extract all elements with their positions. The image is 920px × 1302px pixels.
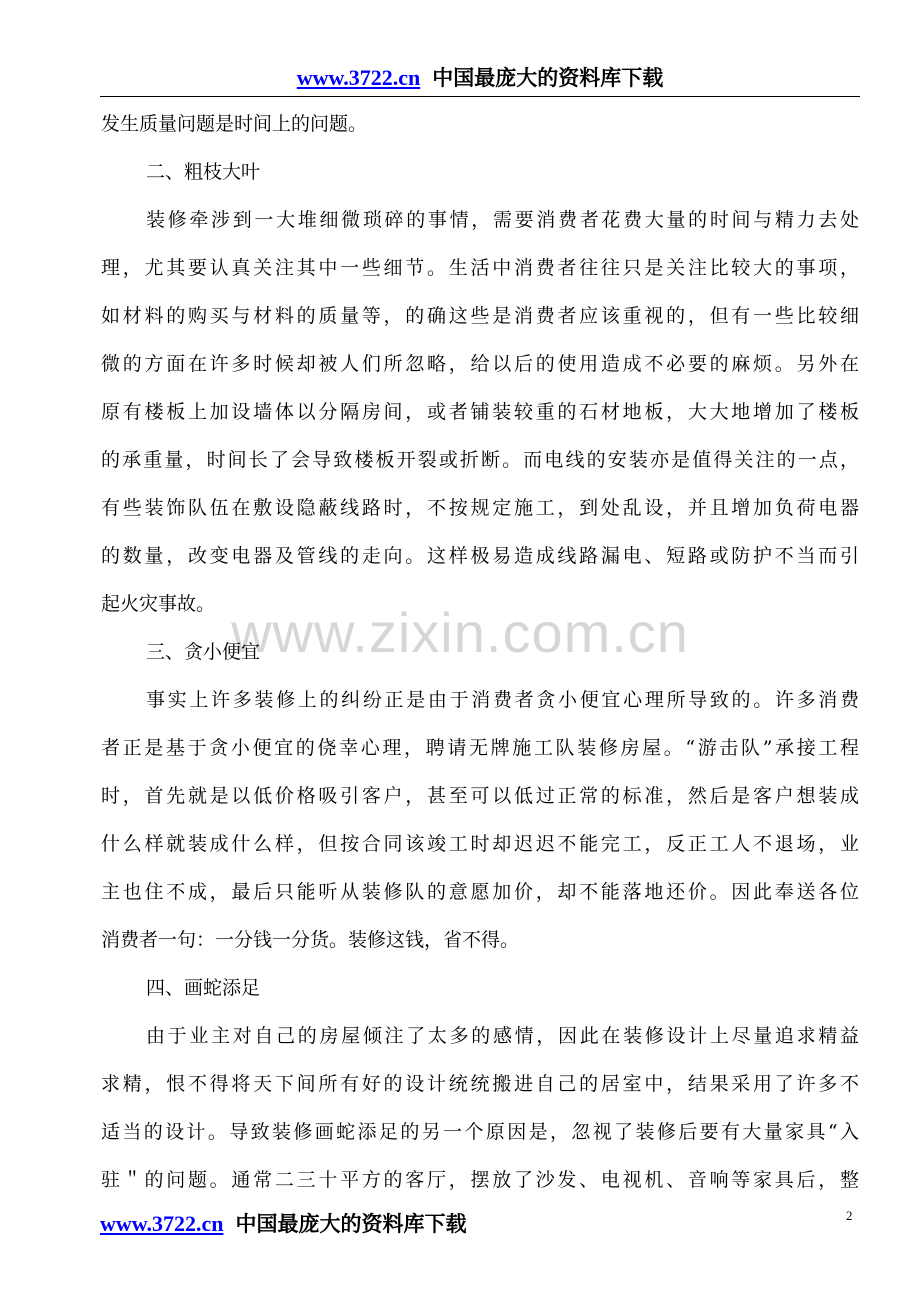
body-line: 主也住不成，最后只能听从装修队的意愿加价，却不能落地还价。因此奉送各位 bbox=[101, 881, 859, 903]
header-site-link[interactable]: www.3722.cn bbox=[296, 65, 421, 90]
page-number: 2 bbox=[846, 1208, 853, 1223]
body-line: 如材料的购买与材料的质量等，的确这些是消费者应该重视的，但有一些比较细 bbox=[101, 305, 859, 327]
watermark: www.zixin.com.cn bbox=[231, 601, 689, 664]
body-line: 时，首先就是以低价格吸引客户，甚至可以低过正常的标准，然后是客户想装成 bbox=[101, 785, 859, 807]
section-heading: 三、贪小便宜 bbox=[146, 641, 261, 663]
body-line: 适当的设计。导致装修画蛇添足的另一个原因是，忽视了装修后要有大量家具“入 bbox=[101, 1121, 859, 1143]
body-line: 理，尤其要认真关注其中一些细节。生活中消费者往往只是关注比较大的事项， bbox=[101, 257, 859, 279]
footer-slogan: 中国最庞大的资料库下载 bbox=[235, 1212, 467, 1236]
body-line: 的承重量，时间长了会导致楼板开裂或折断。而电线的安装亦是值得关注的一点， bbox=[101, 449, 859, 471]
body-line: 者正是基于贪小便宜的侥幸心理，聘请无牌施工队装修房屋。“游击队”承接工程 bbox=[101, 737, 859, 759]
document-body bbox=[101, 100, 859, 1204]
body-line: 的数量，改变电器及管线的走向。这样极易造成线路漏电、短路或防护不当而引 bbox=[101, 545, 859, 567]
body-line: 驻＂的问题。通常二三十平方的客厅，摆放了沙发、电视机、音响等家具后，整 bbox=[101, 1169, 859, 1191]
page-header bbox=[100, 62, 860, 97]
footer-site-link[interactable]: www.3722.cn bbox=[100, 1211, 224, 1236]
body-line: 原有楼板上加设墙体以分隔房间，或者铺装较重的石材地板，大大地增加了楼板 bbox=[101, 401, 859, 423]
page-footer bbox=[100, 1208, 860, 1244]
section-heading: 四、画蛇添足 bbox=[146, 977, 261, 999]
body-line: 消费者一句：一分钱一分货。装修这钱，省不得。 bbox=[101, 929, 520, 951]
body-line: 由于业主对自己的房屋倾注了太多的感情，因此在装修设计上尽量追求精益 bbox=[146, 1025, 859, 1047]
body-line: 事实上许多装修上的纠纷正是由于消费者贪小便宜心理所导致的。许多消费 bbox=[146, 689, 859, 711]
body-line: 微的方面在许多时候却被人们所忽略，给以后的使用造成不必要的麻烦。另外在 bbox=[101, 353, 859, 375]
body-line: 求精，恨不得将天下间所有好的设计统统搬进自己的居室中，结果采用了许多不 bbox=[101, 1073, 859, 1095]
body-line: 发生质量问题是时间上的问题。 bbox=[101, 113, 368, 135]
body-line: 什么样就装成什么样，但按合同该竣工时却迟迟不能完工，反正工人不退场，业 bbox=[101, 833, 859, 855]
body-line: 起火灾事故。 bbox=[101, 593, 216, 615]
body-line: 装修牵涉到一大堆细微琐碎的事情，需要消费者花费大量的时间与精力去处 bbox=[146, 209, 859, 231]
body-line: 有些装饰队伍在敷设隐蔽线路时，不按规定施工，到处乱设，并且增加负荷电器 bbox=[101, 497, 859, 519]
section-heading: 二、粗枝大叶 bbox=[146, 161, 261, 183]
header-slogan: 中国最庞大的资料库下载 bbox=[432, 66, 664, 90]
